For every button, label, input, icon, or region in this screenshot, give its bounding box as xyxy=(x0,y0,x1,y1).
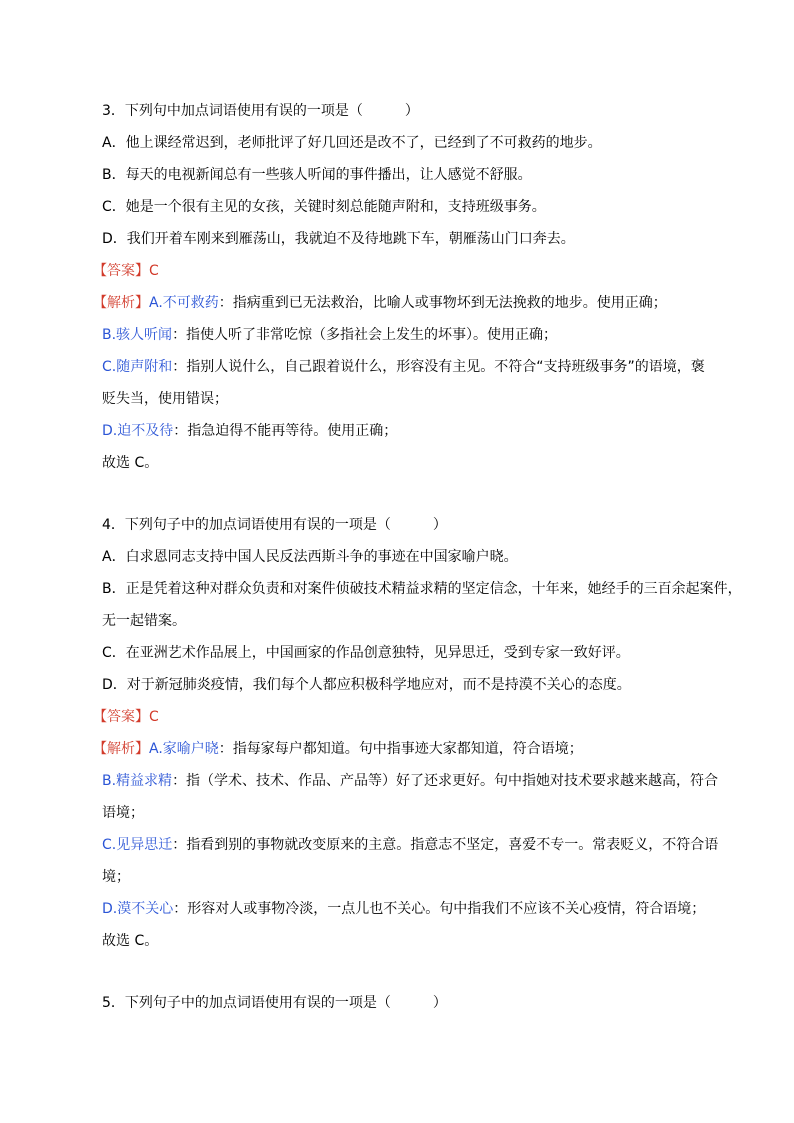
question-3-analysis-b xyxy=(102,326,557,344)
question-4-answer xyxy=(93,708,159,726)
question-4-option-a: A．白求恩同志支持中国人民反法西斯斗争的事迹在中国家喻户晓。 xyxy=(102,549,518,565)
analysis-tag: 【解析】 xyxy=(93,295,149,311)
analysis-text: ：指病重到已无法救治，比喻人或事物坏到无法挽救的地步。使用正确； xyxy=(218,295,667,311)
question-3-stem: 3．下列句中加点词语使用有误的一项是（ ） xyxy=(102,103,419,119)
answer-value: C xyxy=(149,263,159,279)
question-4-option-b-continued: 无一起错案。 xyxy=(102,613,186,629)
question-3-option-b: B．每天的电视新闻总有一些骇人听闻的事件播出，让人感觉不舒服。 xyxy=(102,167,532,183)
question-4-analysis-b xyxy=(102,772,718,790)
question-3-option-d: D．我们开着车刚来到雁荡山，我就迫不及待地跳下车，朝雁荡山门口奔去。 xyxy=(102,231,575,247)
analysis-lead: B.骇人听闻 xyxy=(102,327,173,343)
analysis-text: ：指使人听了非常吃惊（多指社会上发生的坏事）。使用正确； xyxy=(172,327,558,343)
question-3-analysis-d xyxy=(102,422,397,440)
question-3-answer xyxy=(93,262,159,280)
analysis-text: ：指每家每户都知道。句中指事迹大家都知道，符合语境； xyxy=(218,741,583,757)
analysis-lead: C.随声附和 xyxy=(102,359,173,375)
analysis-lead: C.见异思迁 xyxy=(102,837,173,853)
question-4-analysis-c xyxy=(102,836,718,854)
question-3-option-a: A．他上课经常迟到，老师批评了好几回还是改不了，已经到了不可救药的地步。 xyxy=(102,135,602,151)
answer-value: C xyxy=(149,709,159,725)
question-4-option-b: B．正是凭着这种对群众负责和对案件侦破技术精益求精的坚定信念，十年来，她经手的三百余起案件， xyxy=(102,581,742,597)
analysis-text: ：指（学术、技术、作品、产品等）好了还求更好。句中指她对技术要求越来越高，符合 xyxy=(172,773,719,789)
question-5-stem: 5．下列句子中的加点词语使用有误的一项是（ ） xyxy=(102,995,447,1011)
analysis-tag: 【解析】 xyxy=(93,741,149,757)
analysis-text: ：形容对人或事物冷淡，一点儿也不关心。句中指我们不应该不关心疫情，符合语境； xyxy=(173,901,706,917)
question-4-option-d: D．对于新冠肺炎疫情，我们每个人都应积极科学地应对，而不是持漠不关心的态度。 xyxy=(102,677,631,693)
answer-tag: 【答案】 xyxy=(93,709,149,725)
analysis-lead: B.精益求精 xyxy=(102,773,173,789)
analysis-text: ：指别人说什么，自己跟着说什么，形容没有主见。不符合“支持班级事务”的语境，褒 xyxy=(172,359,705,375)
question-3-analysis-c xyxy=(102,358,705,376)
analysis-lead: A.家喻户晓 xyxy=(149,741,219,757)
answer-tag: 【答案】 xyxy=(93,263,149,279)
analysis-text: ：指急迫得不能再等待。使用正确； xyxy=(173,423,398,439)
question-4-analysis-d xyxy=(102,900,705,918)
analysis-lead: D.迫不及待 xyxy=(102,423,174,439)
analysis-lead: A.不可救药 xyxy=(149,295,219,311)
question-3-conclusion: 故选 C。 xyxy=(102,455,159,471)
analysis-lead: D.漠不关心 xyxy=(102,901,174,917)
question-4-analysis-c-continued: 境； xyxy=(102,869,130,885)
analysis-text: ：指看到别的事物就改变原来的主意。指意志不坚定，喜爱不专一。常表贬义，不符合语 xyxy=(172,837,719,853)
question-4-stem: 4．下列句子中的加点词语使用有误的一项是（ ） xyxy=(102,517,447,533)
question-3-analysis-c-continued: 贬失当，使用错误； xyxy=(102,391,228,407)
question-4-option-c: C．在亚洲艺术作品展上，中国画家的作品创意独特，见异思迁，受到专家一致好评。 xyxy=(102,645,630,661)
question-4-analysis-b-continued: 语境； xyxy=(102,805,144,821)
question-4-analysis-a xyxy=(93,740,583,758)
question-3-option-c: C．她是一个很有主见的女孩，关键时刻总能随声附和，支持班级事务。 xyxy=(102,199,546,215)
question-3-analysis-a xyxy=(93,294,667,312)
question-4-conclusion: 故选 C。 xyxy=(102,933,159,949)
